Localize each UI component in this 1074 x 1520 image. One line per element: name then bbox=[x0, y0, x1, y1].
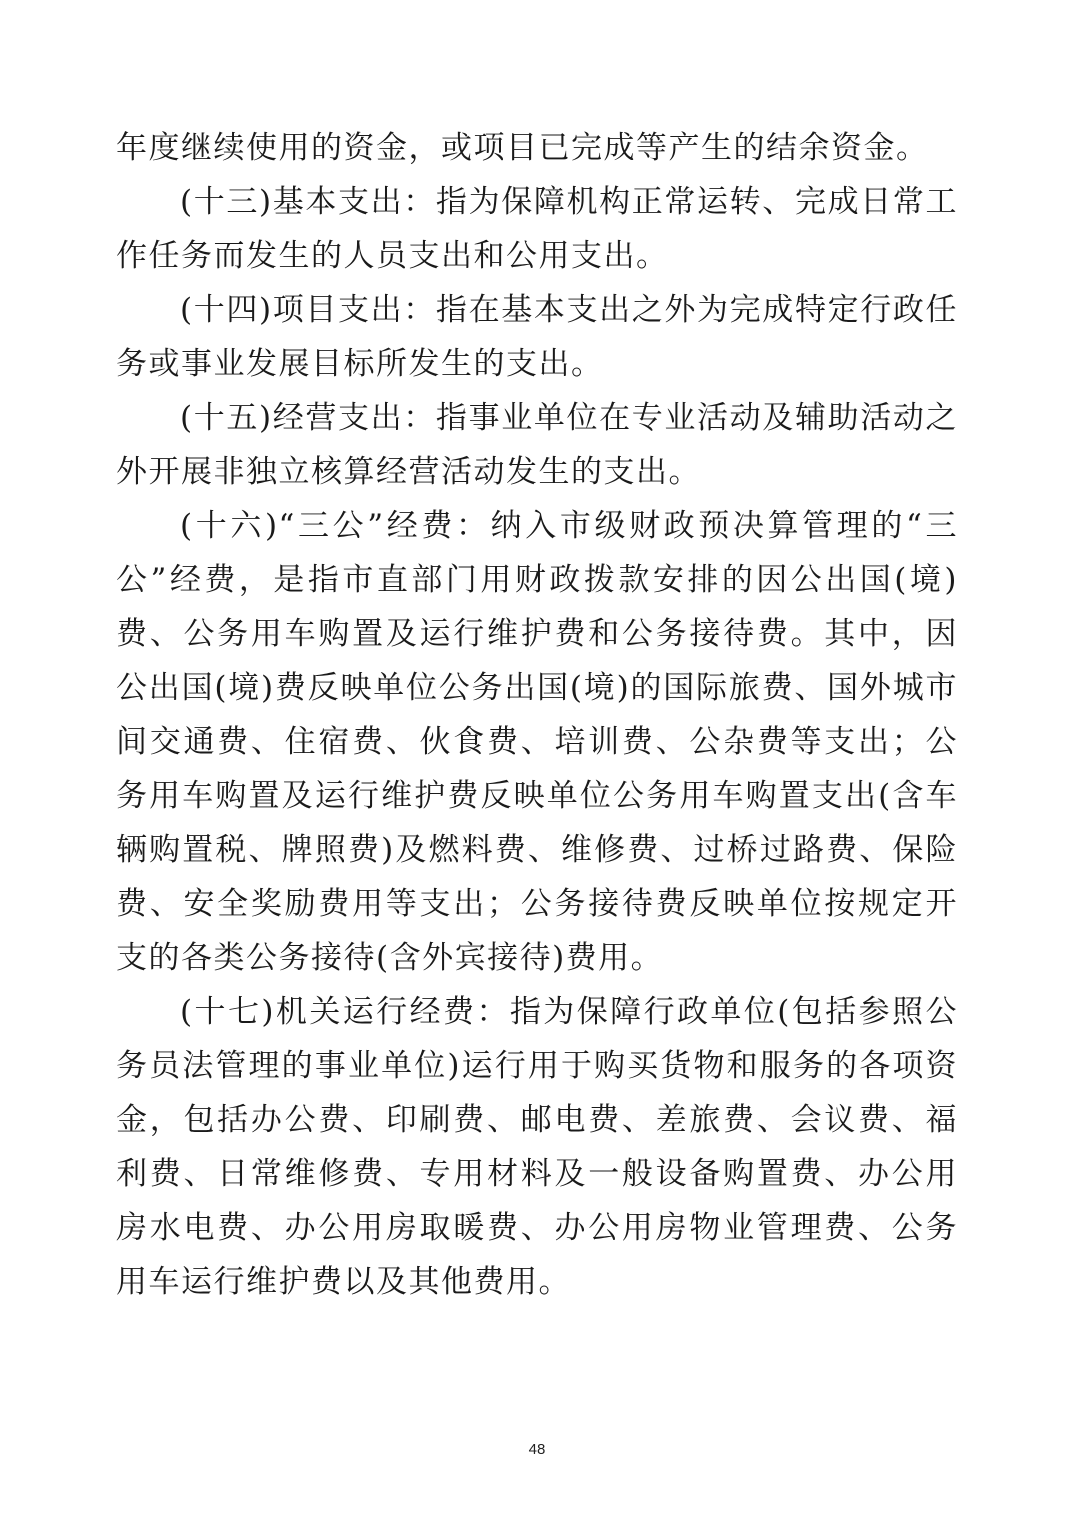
paragraph-basic-expenditure: (十三)基本支出：指为保障机构正常运转、完成日常工作任务而发生的人员支出和公用支出。 bbox=[116, 184, 958, 274]
paragraph-operating-expenditure: (十五)经营支出：指事业单位在专业活动及辅助活动之外开展非独立核算经营活动发生的支出。 bbox=[116, 400, 958, 490]
paragraph-three-public-expenses: (十六)“三公”经费：纳入市级财政预决算管理的“三公”经费，是指市直部门用财政拨款安排的因公出国(境)费、公务用车购置及运行维护费和公务接待费。其中，因公出国(境)费反映单位公务出国(境)的国际旅费、国外城市间交通费、住宿费、伙食费、培训费、公杂费等支出；公务用车购置及运行维护费反映单位公务用车购置支出(含车辆购置税、牌照费)及燃料费、维修费、过桥过路费、保险费、安全奖励费用等支出；公务接待费反映单位按规定开支的各类公务接待(含外宾接待)费用。 bbox=[116, 508, 958, 976]
document-body bbox=[116, 121, 958, 1309]
paragraph-project-expenditure: (十四)项目支出：指在基本支出之外为完成特定行政任务或事业发展目标所发生的支出。 bbox=[116, 292, 958, 382]
page-number: 48 bbox=[528, 1441, 546, 1458]
paragraph-agency-operating-funds: (十七)机关运行经费：指为保障行政单位(包括参照公务员法管理的事业单位)运行用于购买货物和服务的各项资金，包括办公费、印刷费、邮电费、差旅费、会议费、福利费、日常维修费、专用材料及一般设备购置费、办公用房水电费、办公用房取暖费、办公用房物业管理费、公务用车运行维护费以及其他费用。 bbox=[116, 994, 958, 1300]
paragraph-continuation: 年度继续使用的资金，或项目已完成等产生的结余资金。 bbox=[116, 130, 929, 166]
